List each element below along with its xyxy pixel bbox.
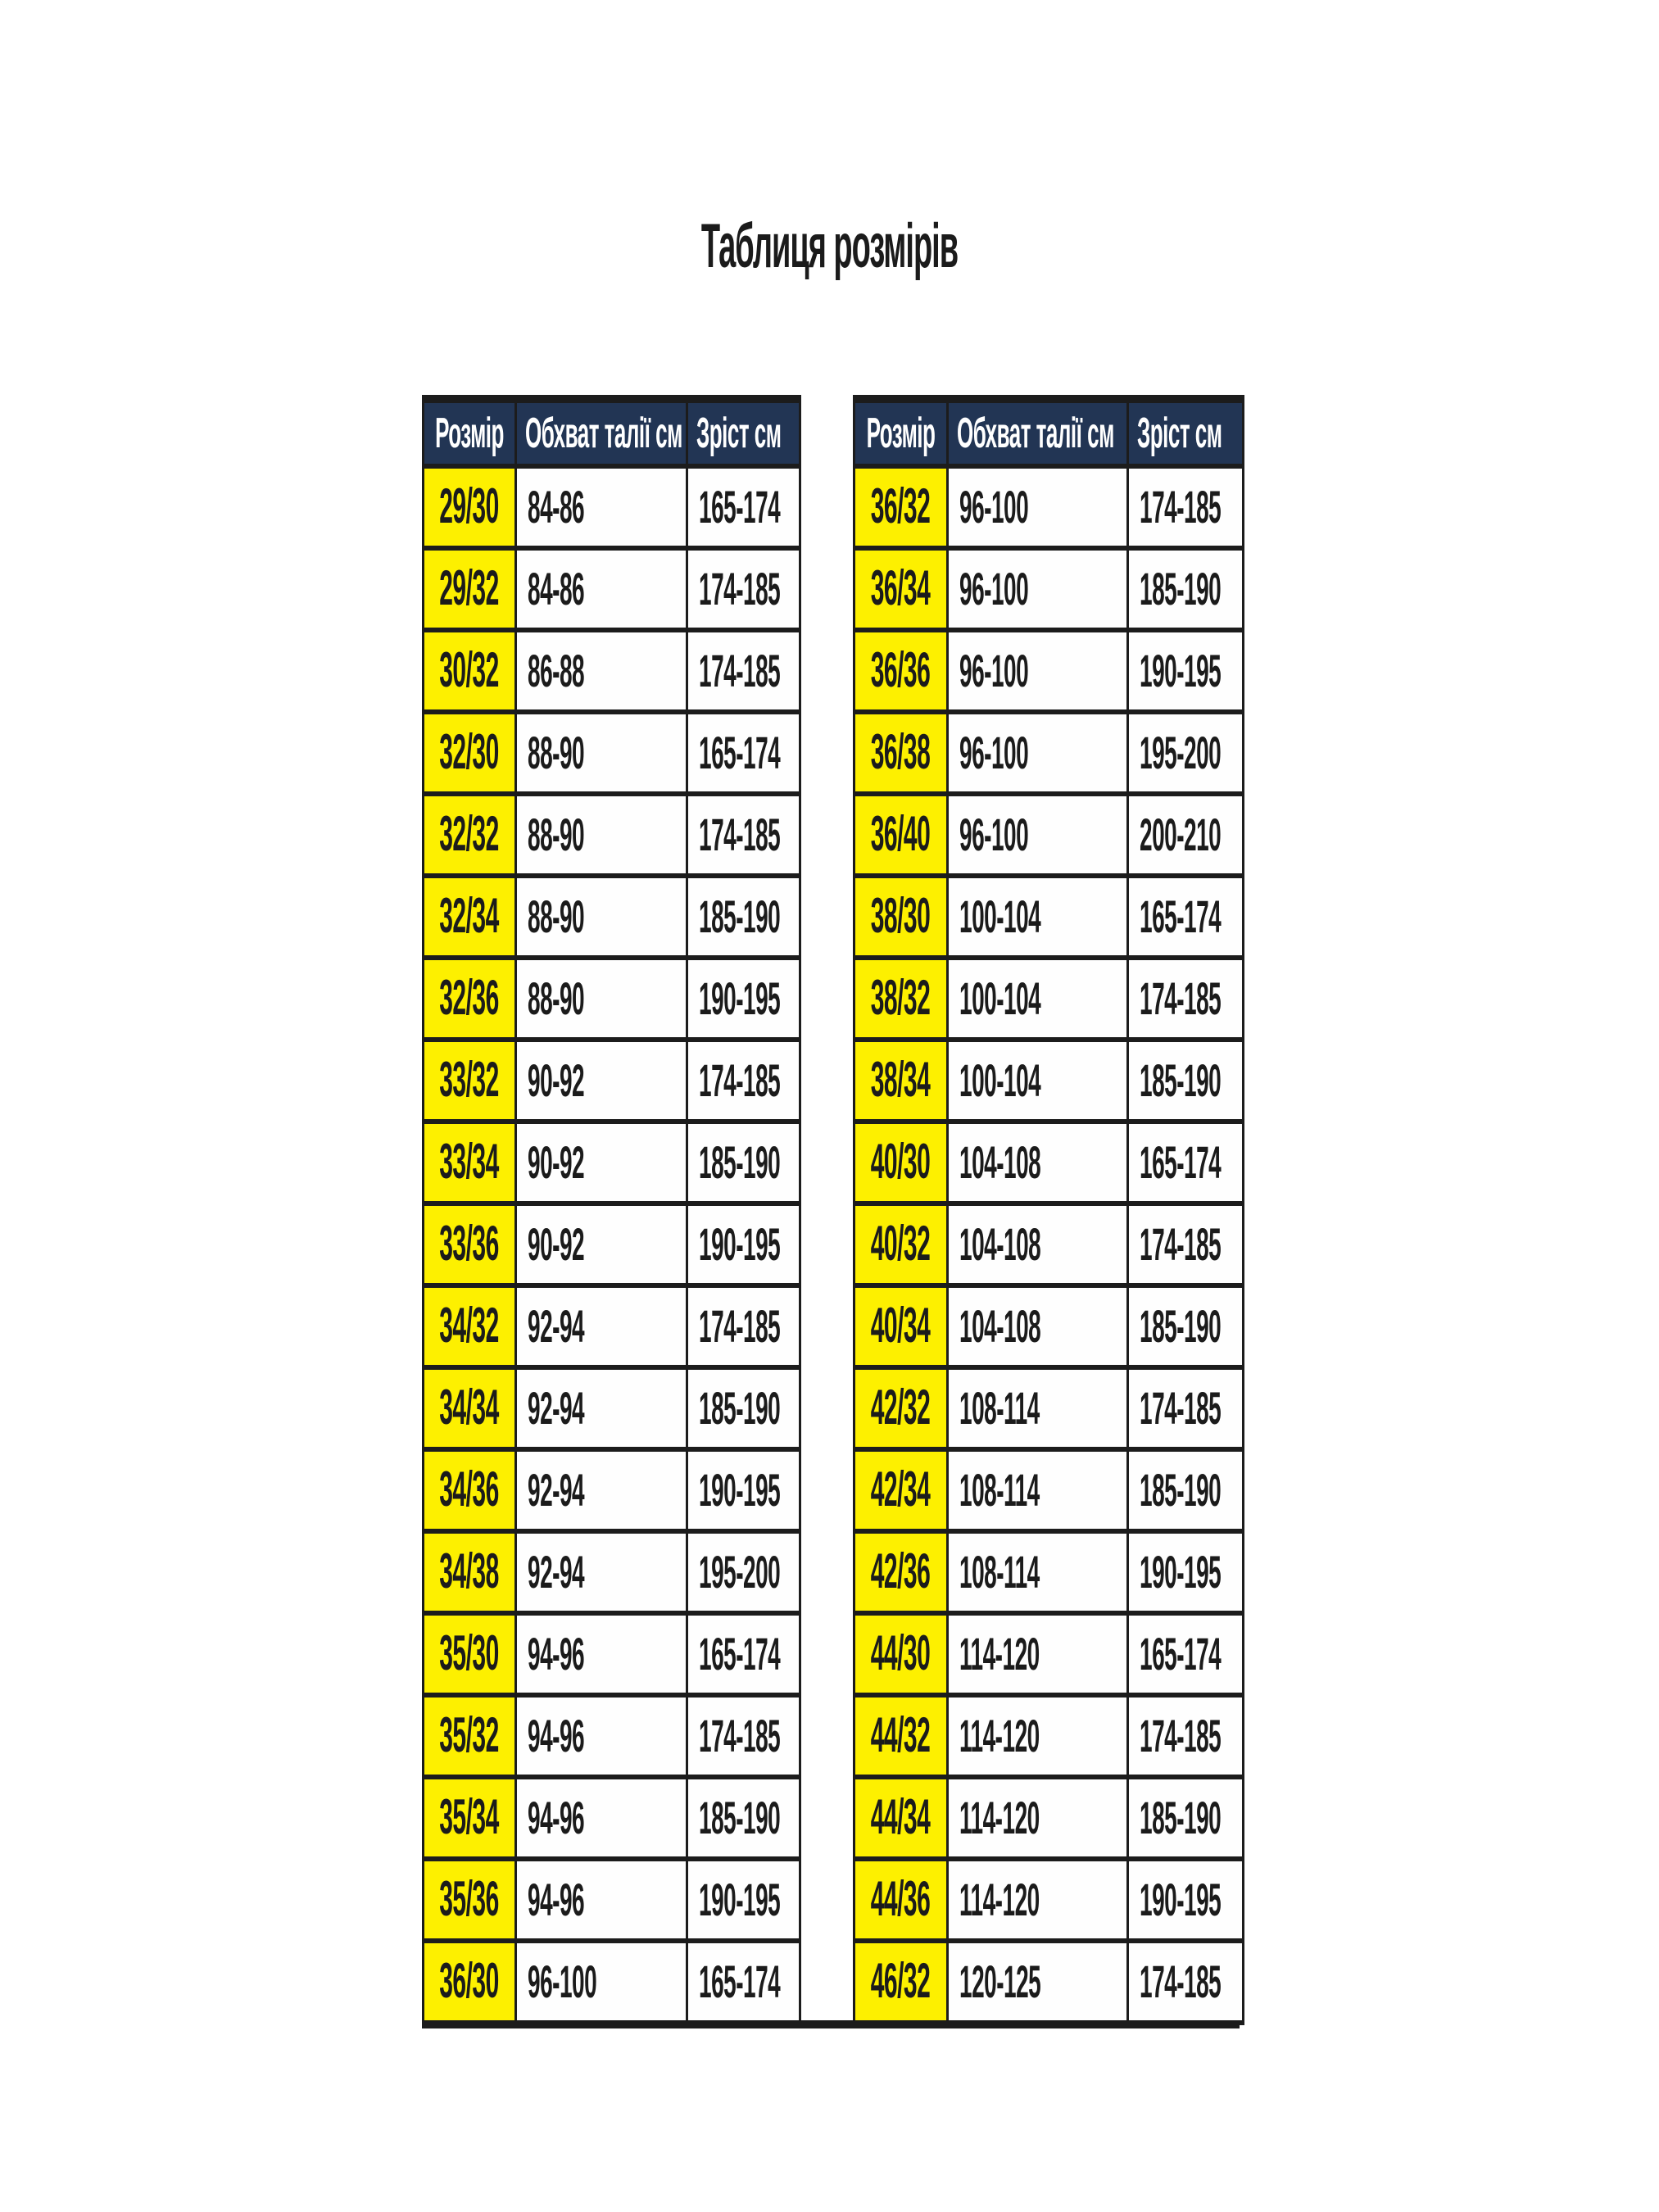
height-cell: 165-174 (686, 1938, 799, 2020)
height-cell: 174-185 (686, 628, 799, 709)
waist-cell: 104-108 (946, 1119, 1126, 1201)
header-row (422, 395, 799, 464)
height-cell: 185-190 (686, 1365, 799, 1447)
size-cell: 40/34 (853, 1283, 946, 1365)
size-cell: 44/36 (853, 1856, 946, 1938)
size-cell: 29/32 (422, 546, 514, 628)
table-row (422, 546, 799, 628)
table-header (853, 395, 1242, 464)
height-cell: 190-195 (1126, 1529, 1242, 1611)
size-cell: 33/36 (422, 1201, 514, 1283)
height-cell: 185-190 (1126, 1283, 1242, 1365)
table-row (422, 955, 799, 1037)
waist-cell: 114-120 (946, 1611, 1126, 1693)
height-cell: 174-185 (686, 546, 799, 628)
waist-cell: 114-120 (946, 1693, 1126, 1775)
height-cell: 190-195 (1126, 628, 1242, 709)
size-cell: 35/30 (422, 1611, 514, 1693)
header-waist: Обхват талії см (946, 395, 1126, 464)
table-row (422, 1119, 799, 1201)
header-row (853, 395, 1242, 464)
size-cell: 40/30 (853, 1119, 946, 1201)
waist-cell: 92-94 (514, 1529, 686, 1611)
waist-cell: 92-94 (514, 1447, 686, 1529)
table-row (422, 464, 799, 546)
size-cell: 35/32 (422, 1693, 514, 1775)
size-cell: 46/32 (853, 1938, 946, 2020)
waist-cell: 88-90 (514, 709, 686, 791)
size-cell: 36/36 (853, 628, 946, 709)
table-row (853, 1119, 1242, 1201)
table-body (853, 464, 1242, 2020)
height-cell: 185-190 (1126, 1447, 1242, 1529)
size-cell: 34/34 (422, 1365, 514, 1447)
table-row (422, 1938, 799, 2020)
table-row (422, 1201, 799, 1283)
waist-cell: 84-86 (514, 464, 686, 546)
waist-cell: 108-114 (946, 1365, 1126, 1447)
table-row (853, 546, 1242, 628)
waist-cell: 94-96 (514, 1856, 686, 1938)
height-cell: 165-174 (686, 464, 799, 546)
table-row (422, 1283, 799, 1365)
table-row (853, 1938, 1242, 2020)
table-row (853, 1611, 1242, 1693)
height-cell: 174-185 (686, 791, 799, 873)
height-cell: 174-185 (1126, 464, 1242, 546)
page-title: Таблиця розмірів (700, 213, 959, 282)
size-cell: 34/36 (422, 1447, 514, 1529)
waist-cell: 100-104 (946, 873, 1126, 955)
table-row (422, 1037, 799, 1119)
size-cell: 33/32 (422, 1037, 514, 1119)
table-row (422, 628, 799, 709)
table-row (422, 873, 799, 955)
table-row (853, 1529, 1242, 1611)
size-cell: 44/32 (853, 1693, 946, 1775)
table-row (853, 955, 1242, 1037)
waist-cell: 108-114 (946, 1447, 1126, 1529)
waist-cell: 88-90 (514, 873, 686, 955)
size-cell: 36/34 (853, 546, 946, 628)
table-body (422, 464, 799, 2020)
size-cell: 35/36 (422, 1856, 514, 1938)
table-row (422, 1365, 799, 1447)
waist-cell: 104-108 (946, 1201, 1126, 1283)
waist-cell: 92-94 (514, 1365, 686, 1447)
height-cell: 190-195 (686, 1856, 799, 1938)
waist-cell: 96-100 (946, 709, 1126, 791)
table-row (853, 1856, 1242, 1938)
header-waist: Обхват талії см (514, 395, 686, 464)
waist-cell: 114-120 (946, 1775, 1126, 1856)
table-row (422, 709, 799, 791)
table-row (853, 1201, 1242, 1283)
height-cell: 185-190 (686, 1775, 799, 1856)
size-cell: 38/34 (853, 1037, 946, 1119)
height-cell: 174-185 (1126, 1693, 1242, 1775)
size-cell: 42/32 (853, 1365, 946, 1447)
size-cell: 32/34 (422, 873, 514, 955)
waist-cell: 96-100 (946, 791, 1126, 873)
header-height: Зріст см (686, 395, 799, 464)
height-cell: 185-190 (1126, 1037, 1242, 1119)
height-cell: 165-174 (1126, 1611, 1242, 1693)
size-cell: 32/36 (422, 955, 514, 1037)
table-row (853, 873, 1242, 955)
waist-cell: 96-100 (946, 628, 1126, 709)
waist-cell: 92-94 (514, 1283, 686, 1365)
size-cell: 36/32 (853, 464, 946, 546)
size-cell: 38/30 (853, 873, 946, 955)
table-row (853, 709, 1242, 791)
table-row (422, 1775, 799, 1856)
table-row (853, 1283, 1242, 1365)
height-cell: 174-185 (1126, 1365, 1242, 1447)
table-row (422, 1856, 799, 1938)
waist-cell: 96-100 (946, 546, 1126, 628)
height-cell: 195-200 (686, 1529, 799, 1611)
table-row (853, 1775, 1242, 1856)
height-cell: 190-195 (686, 1447, 799, 1529)
table-row (853, 1447, 1242, 1529)
size-table-right (853, 395, 1244, 2025)
size-tables (422, 395, 1244, 2025)
height-cell: 185-190 (1126, 1775, 1242, 1856)
size-cell: 42/36 (853, 1529, 946, 1611)
height-cell: 174-185 (1126, 955, 1242, 1037)
table-bottom-border (422, 2020, 1240, 2028)
waist-cell: 94-96 (514, 1611, 686, 1693)
size-cell: 44/30 (853, 1611, 946, 1693)
waist-cell: 94-96 (514, 1693, 686, 1775)
table-row (422, 1529, 799, 1611)
height-cell: 174-185 (1126, 1201, 1242, 1283)
size-cell: 36/38 (853, 709, 946, 791)
size-cell: 29/30 (422, 464, 514, 546)
size-cell: 33/34 (422, 1119, 514, 1201)
header-height: Зріст см (1126, 395, 1242, 464)
table-row (422, 1447, 799, 1529)
size-cell: 44/34 (853, 1775, 946, 1856)
table-row (422, 1611, 799, 1693)
size-cell: 38/32 (853, 955, 946, 1037)
header-size: Розмір (422, 395, 514, 464)
height-cell: 195-200 (1126, 709, 1242, 791)
height-cell: 185-190 (1126, 546, 1242, 628)
table-header (422, 395, 799, 464)
table-row (853, 1693, 1242, 1775)
height-cell: 165-174 (686, 1611, 799, 1693)
size-cell: 30/32 (422, 628, 514, 709)
size-cell: 36/40 (853, 791, 946, 873)
size-cell: 35/34 (422, 1775, 514, 1856)
height-cell: 174-185 (686, 1283, 799, 1365)
waist-cell: 104-108 (946, 1283, 1126, 1365)
height-cell: 174-185 (1126, 1938, 1242, 2020)
waist-cell: 108-114 (946, 1529, 1126, 1611)
waist-cell: 84-86 (514, 546, 686, 628)
table-row (853, 1037, 1242, 1119)
table-row (853, 628, 1242, 709)
height-cell: 190-195 (686, 1201, 799, 1283)
header-size: Розмір (853, 395, 946, 464)
height-cell: 165-174 (1126, 1119, 1242, 1201)
waist-cell: 100-104 (946, 1037, 1126, 1119)
table-row (853, 464, 1242, 546)
table-row (853, 791, 1242, 873)
size-cell: 36/30 (422, 1938, 514, 2020)
size-cell: 40/32 (853, 1201, 946, 1283)
waist-cell: 120-125 (946, 1938, 1126, 2020)
height-cell: 190-195 (1126, 1856, 1242, 1938)
waist-cell: 88-90 (514, 791, 686, 873)
height-cell: 185-190 (686, 1119, 799, 1201)
waist-cell: 114-120 (946, 1856, 1126, 1938)
waist-cell: 100-104 (946, 955, 1126, 1037)
size-cell: 34/32 (422, 1283, 514, 1365)
table-row (853, 1365, 1242, 1447)
height-cell: 165-174 (686, 709, 799, 791)
waist-cell: 96-100 (514, 1938, 686, 2020)
height-cell: 190-195 (686, 955, 799, 1037)
table-row (422, 791, 799, 873)
height-cell: 174-185 (686, 1693, 799, 1775)
waist-cell: 90-92 (514, 1119, 686, 1201)
waist-cell: 86-88 (514, 628, 686, 709)
table-row (422, 1693, 799, 1775)
size-table-left (422, 395, 801, 2025)
waist-cell: 88-90 (514, 955, 686, 1037)
size-cell: 32/32 (422, 791, 514, 873)
height-cell: 200-210 (1126, 791, 1242, 873)
size-cell: 42/34 (853, 1447, 946, 1529)
height-cell: 165-174 (1126, 873, 1242, 955)
waist-cell: 90-92 (514, 1037, 686, 1119)
height-cell: 174-185 (686, 1037, 799, 1119)
size-cell: 32/30 (422, 709, 514, 791)
size-cell: 34/38 (422, 1529, 514, 1611)
waist-cell: 96-100 (946, 464, 1126, 546)
waist-cell: 90-92 (514, 1201, 686, 1283)
waist-cell: 94-96 (514, 1775, 686, 1856)
height-cell: 185-190 (686, 873, 799, 955)
